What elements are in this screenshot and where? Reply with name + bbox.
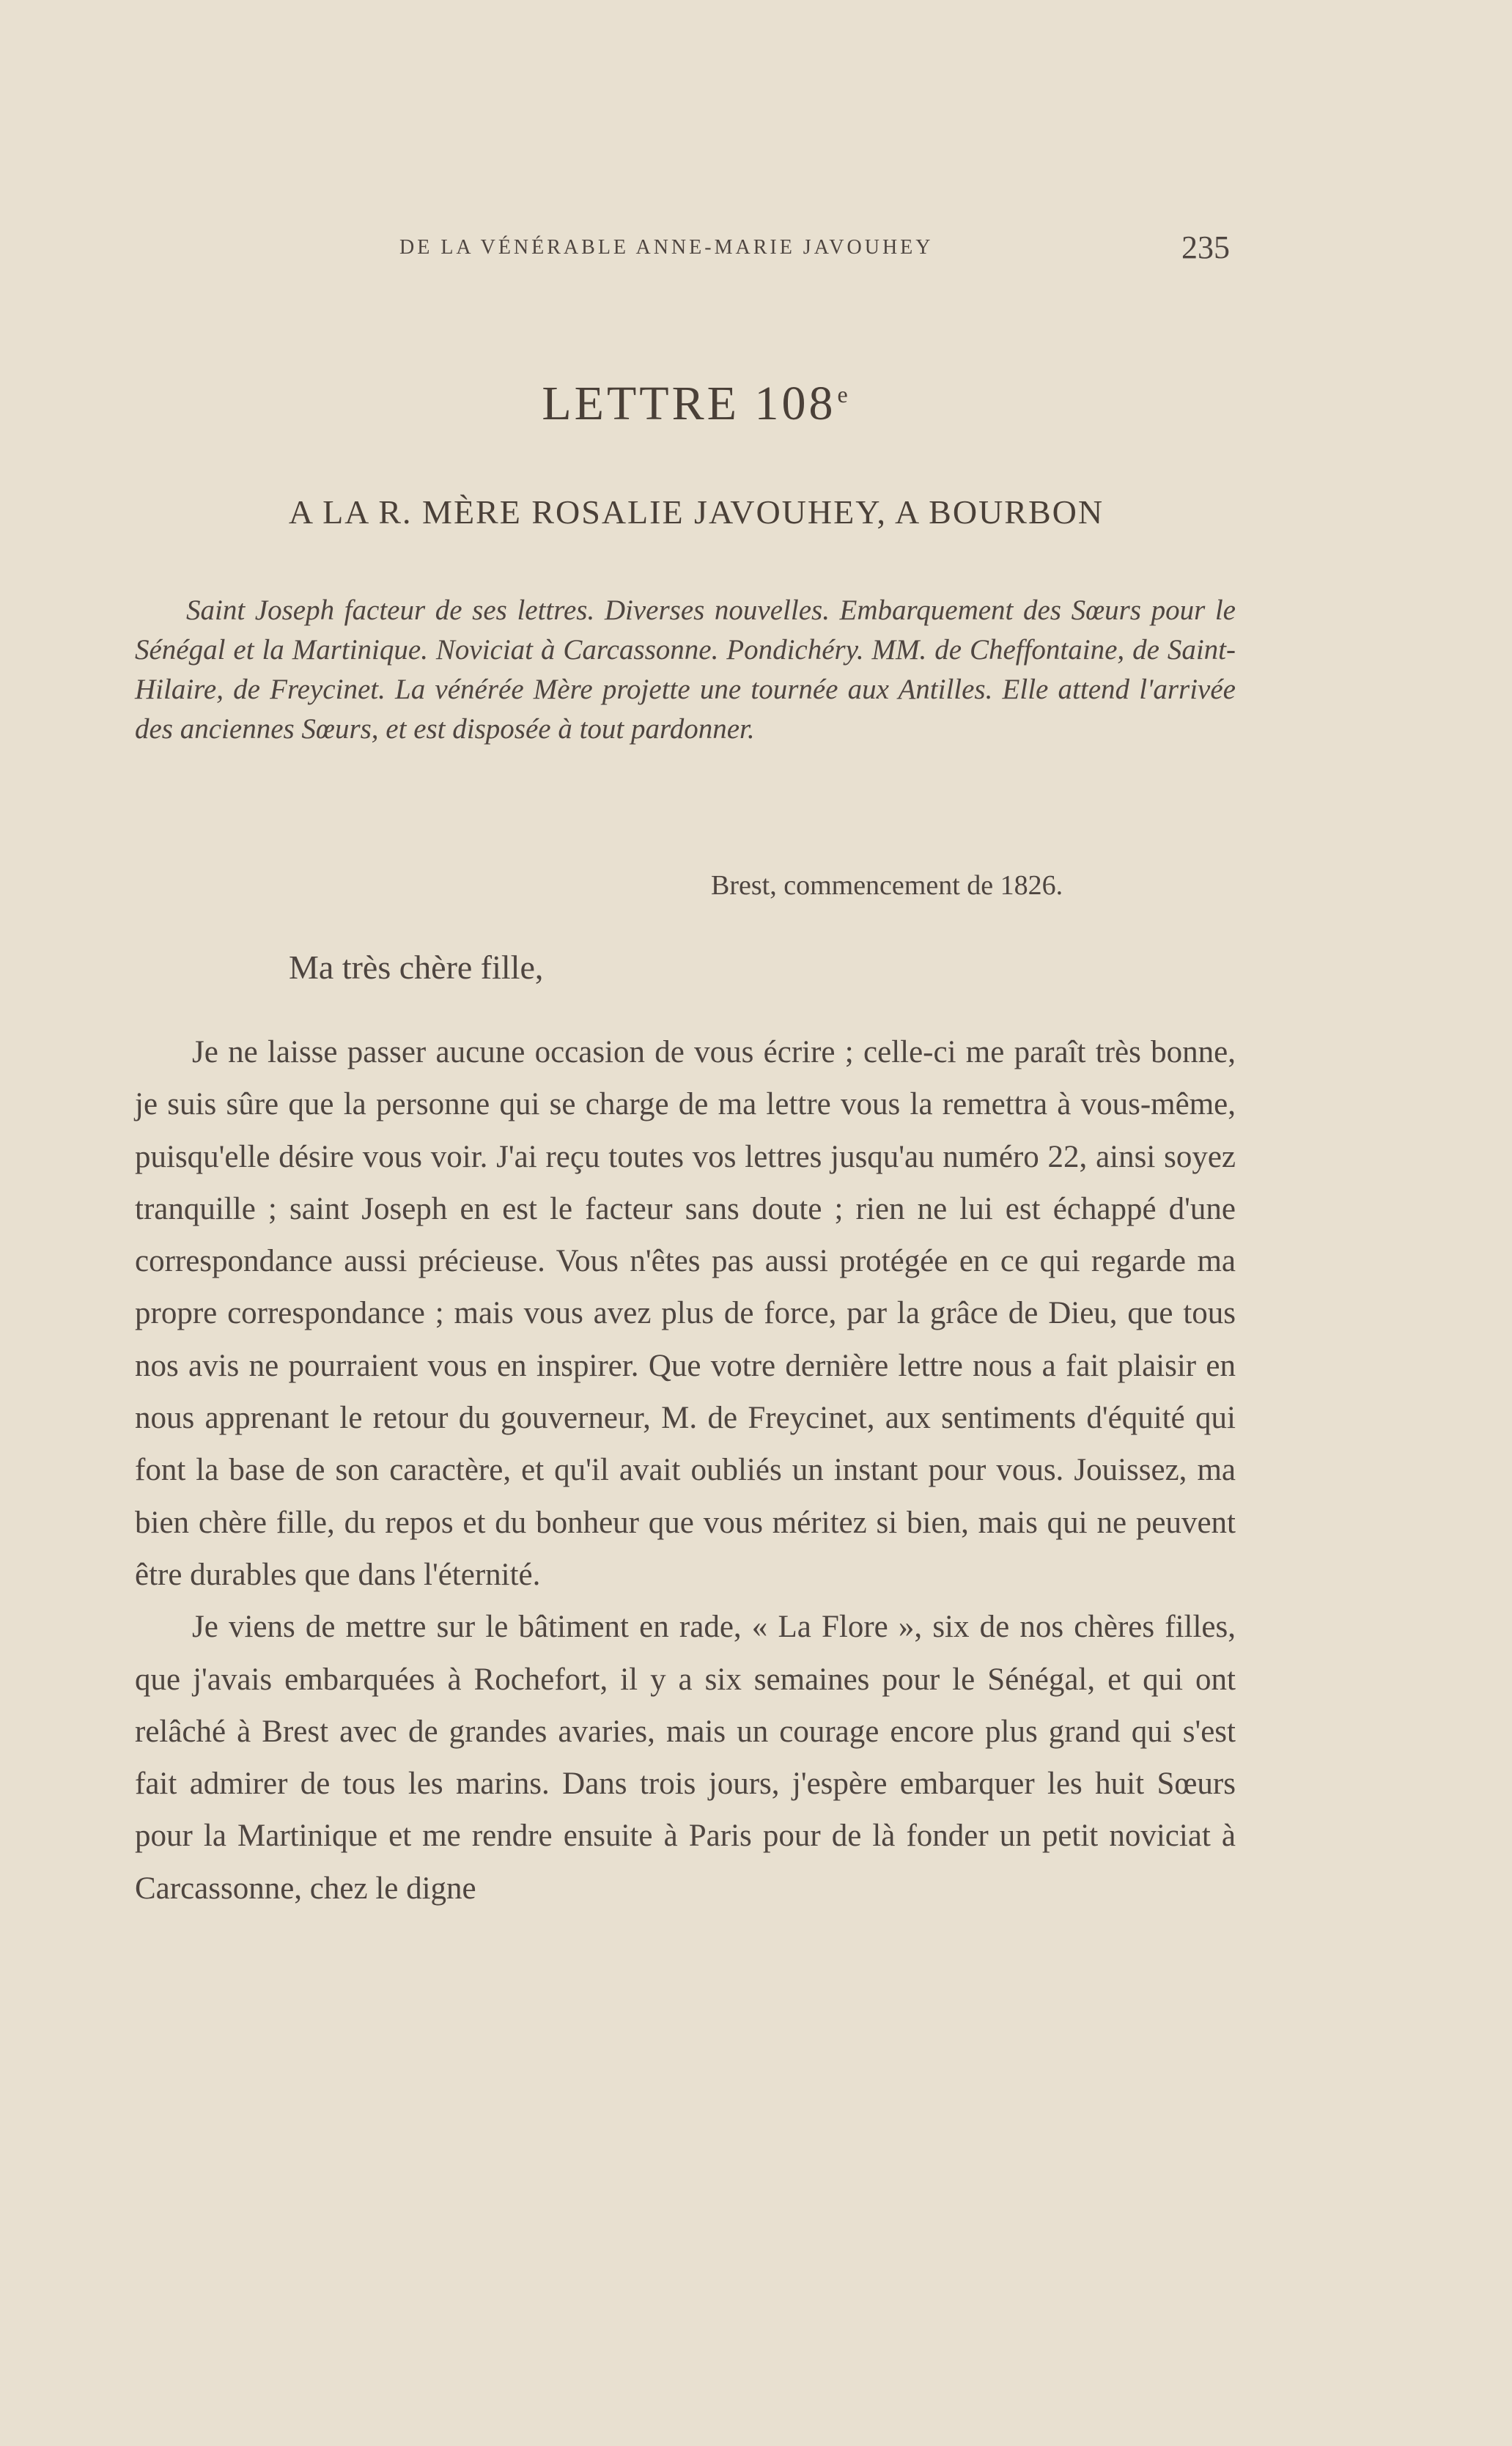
letter-dateline: Brest, commencement de 1826.: [711, 870, 1063, 901]
letter-addressee: A LA R. MÈRE ROSALIE JAVOUHEY, A BOURBON: [288, 493, 1105, 531]
letter-summary: Saint Joseph facteur de ses lettres. Diverses nouvelles. Embarquement des Sœurs pour le Sénégal et la Martinique. Noviciat à Carcassonne. Pondichéry. MM. de Cheffontaine, de Saint-Hilaire, de Freycinet. La vénérée Mère projette une tournée aux Antilles. Elle attend l'arrivée des anciennes Sœurs, et est disposée à tout pardonner.: [135, 594, 1236, 745]
letter-body: [135, 1026, 1236, 1915]
letter-title-suffix: e: [837, 381, 851, 408]
paragraph: Je viens de mettre sur le bâtiment en rade, « La Flore », six de nos chères filles, que j'avais embarquées à Rochefort, il y a six semaines pour le Sénégal, et qui ont relâché à Brest avec de grandes avaries, mais un courage encore plus grand qui s'est fait admirer de tous les marins. Dans trois jours, j'espère embarquer les huit Sœurs pour la Martinique et me rendre ensuite à Paris pour de là fonder un petit noviciat à Carcassonne, chez le digne: [135, 1610, 1236, 1906]
letter-title: [0, 376, 1393, 432]
paragraph: Je ne laisse passer aucune occasion de vous écrire ; celle-ci me paraît très bonne, je suis sûre que la personne qui se charge de ma lettre vous la remettra à vous-même, puisqu'elle désire vous voir. J'ai reçu toutes vos lettres jusqu'au numéro 22, ainsi soyez tranquille ; saint Joseph en est le facteur sans doute ; rien ne lui est échappé d'une correspondance aussi précieuse. Vous n'êtes pas aussi protégée en ce qui regarde ma propre correspondance ; mais vous avez plus de force, par la grâce de Dieu, que tous nos avis ne pourraient vous en inspirer. Que votre dernière lettre nous a fait plaisir en nous apprenant le retour du gouverneur, M. de Freycinet, aux sentiments d'équité qui font la base de son caractère, et qu'il avait oubliés un instant pour vous. Jouissez, ma bien chère fille, du repos et du bonheur que vous méritez si bien, mais qui ne peuvent être durables que dans l'éternité.: [135, 1035, 1236, 1592]
page-number: 235: [1181, 229, 1230, 265]
letter-salutation: Ma très chère fille,: [289, 948, 544, 986]
letter-title-text: LETTRE 108: [542, 377, 836, 430]
running-head: DE LA VÉNÉRABLE ANNE-MARIE JAVOUHEY: [399, 236, 934, 259]
